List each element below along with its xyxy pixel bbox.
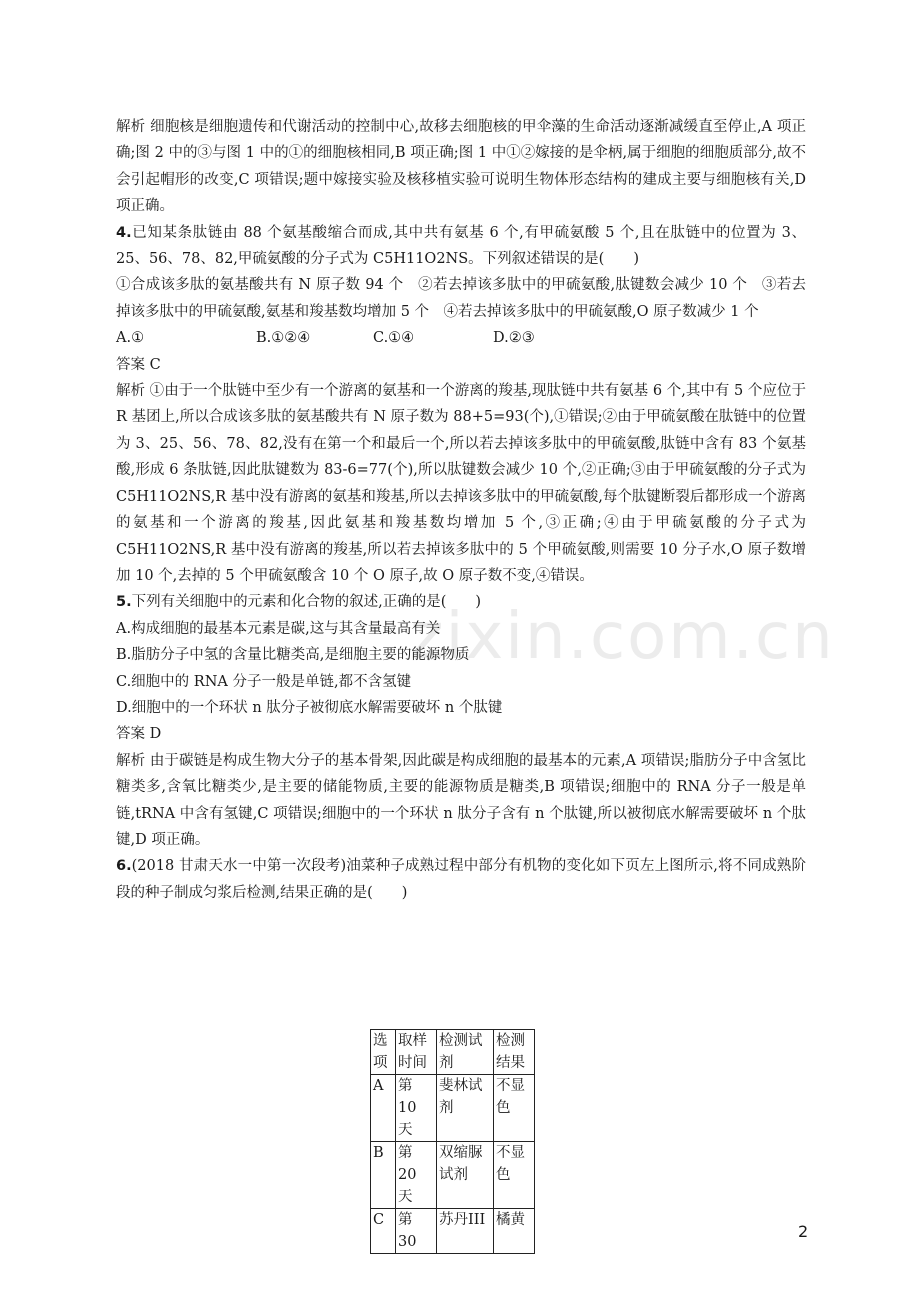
question-6-stem xyxy=(116,853,806,906)
table-row xyxy=(371,1142,535,1209)
previous-question-explanation: 解析 细胞核是细胞遗传和代谢活动的控制中心,故移去细胞核的甲伞藻的生命活动逐渐减缓直至停止,A 项正确;图 2 中的③与图 1 中的①的细胞核相同,B 项正确;图 1 中①②嫁接的是伞柄,属于细胞的细胞质部分,故不会引起帽形的改变,C 项错误;题中嫁接实验及核移植实验可说明生物体形态结构的建成主要与细胞核有关,D 项正确。 xyxy=(116,119,806,215)
table-header: 取样时间 xyxy=(396,1030,437,1075)
question-4-number: 4. xyxy=(116,224,132,241)
table-cell: 不显色 xyxy=(494,1075,535,1142)
question-4-options xyxy=(116,325,806,351)
table-cell: 苏丹III xyxy=(437,1209,494,1254)
page-content xyxy=(116,114,806,906)
question-4-answer: 答案 C xyxy=(116,356,161,373)
question-4-stem-text: 已知某条肽链由 88 个氨基酸缩合而成,其中共有氨基 6 个,有甲硫氨酸 5 个,且在肽链中的位置为 3、25、56、78、82,甲硫氨酸的分子式为 C5H11O2NS。下列叙述错误的是( ) xyxy=(116,224,806,268)
option-b: B.①②④ xyxy=(256,330,311,347)
table-header: 检测结果 xyxy=(494,1030,535,1075)
option-d: D.②③ xyxy=(493,330,535,347)
table-cell: 斐林试剂 xyxy=(437,1075,494,1142)
table-cell: 第 30 xyxy=(396,1209,437,1254)
question-4-explanation: 解析 ①由于一个肽链中至少有一个游离的氨基和一个游离的羧基,现肽链中共有氨基 6 个,其中有 5 个应位于 R 基团上,所以合成该多肽的氨基酸共有 N 原子数为 88+5=93(个),①错误;②由于甲硫氨酸在肽链中的位置为 3、25、56、78、82,没有在第一个和最后一个,所以若去掉该多肽中的甲硫氨酸,肽链中含有 83 个氨基酸,形成 6 条肽链,因此肽键数为 83-6=77(个),所以肽键数会减少 10 个,②正确;③由于甲硫氨酸的分子式为 C5H11O2NS,R 基中没有游离的氨基和羧基,所以去掉该多肽中的甲硫氨酸,每个肽键断裂后都形成一个游离的氨基和一个游离的羧基,因此氨基和羧基数均增加 5 个,③正确;④由于甲硫氨酸的分子式为 C5H11O2NS,R 基中没有游离的羧基,所以若去掉该多肽中的 5 个甲硫氨酸,则需要 10 分子水,O 原子数增加 10 个,去掉的 5 个甲硫氨酸含 10 个 O 原子,故 O 原子数不变,④错误。 xyxy=(116,383,806,584)
question-5-number: 5. xyxy=(116,594,132,611)
table-header: 选项 xyxy=(371,1030,396,1075)
table-cell: C xyxy=(371,1209,396,1254)
page-number: 2 xyxy=(798,1222,809,1241)
table-header: 检测试剂 xyxy=(437,1030,494,1075)
table-cell: A xyxy=(371,1075,396,1142)
option-c: C.细胞中的 RNA 分子一般是单链,都不含氢键 xyxy=(116,673,412,690)
option-a: A.构成细胞的最基本元素是碳,这与其含量最高有关 xyxy=(116,620,441,637)
question-4-items: ①合成该多肽的氨基酸共有 N 原子数 94 个 ②若去掉该多肽中的甲硫氨酸,肽键数会减少 10 个 ③若去掉该多肽中的甲硫氨酸,氨基和羧基数均增加 5 个 ④若去掉该多肽中的甲硫氨酸,O 原子数减少 1 个 xyxy=(116,277,806,320)
question-5-answer: 答案 D xyxy=(116,726,162,743)
question-5-explanation: 解析 由于碳链是构成生物大分子的基本骨架,因此碳是构成细胞的最基本的元素,A 项错误;脂肪分子中含氢比糖类多,含氧比糖类少,是主要的储能物质,主要的能源物质是糖类,B 项错误;细胞中的 RNA 分子一般是单链,tRNA 中含有氢键,C 项错误;细胞中的一个环状 n 肽分子含有 n 个肽键,所以被彻底水解需要破坏 n 个肽键,D 项正确。 xyxy=(116,752,806,848)
table-cell: 第 20 天 xyxy=(396,1142,437,1209)
option-d: D.细胞中的一个环状 n 肽分子被彻底水解需要破坏 n 个肽键 xyxy=(116,699,503,716)
option-b: B.脂肪分子中氢的含量比糖类高,是细胞主要的能源物质 xyxy=(116,647,470,664)
table-cell: 橘黄 xyxy=(494,1209,535,1254)
table-cell: 双缩脲试剂 xyxy=(437,1142,494,1209)
table-cell: B xyxy=(371,1142,396,1209)
question-5-stem-text: 下列有关细胞中的元素和化合物的叙述,正确的是( ) xyxy=(131,594,482,611)
table-header-row xyxy=(371,1030,535,1075)
option-c: C.①④ xyxy=(373,330,415,347)
table-row xyxy=(371,1209,535,1254)
table-cell: 第 10 天 xyxy=(396,1075,437,1142)
question-4-stem xyxy=(116,220,806,273)
option-a: A.① xyxy=(116,330,145,347)
question-6-stem-text: (2018 甘肃天水一中第一次段考)油菜种子成熟过程中部分有机物的变化如下页左上图所示,将不同成熟阶段的种子制成匀浆后检测,结果正确的是( ) xyxy=(116,858,806,901)
watermark: zixin.com.cn xyxy=(410,600,835,674)
question-6-number: 6. xyxy=(116,858,132,875)
table-row xyxy=(371,1075,535,1142)
question-6-table xyxy=(370,1029,535,1254)
table-cell: 不显色 xyxy=(494,1142,535,1209)
question-5-stem xyxy=(116,589,806,615)
